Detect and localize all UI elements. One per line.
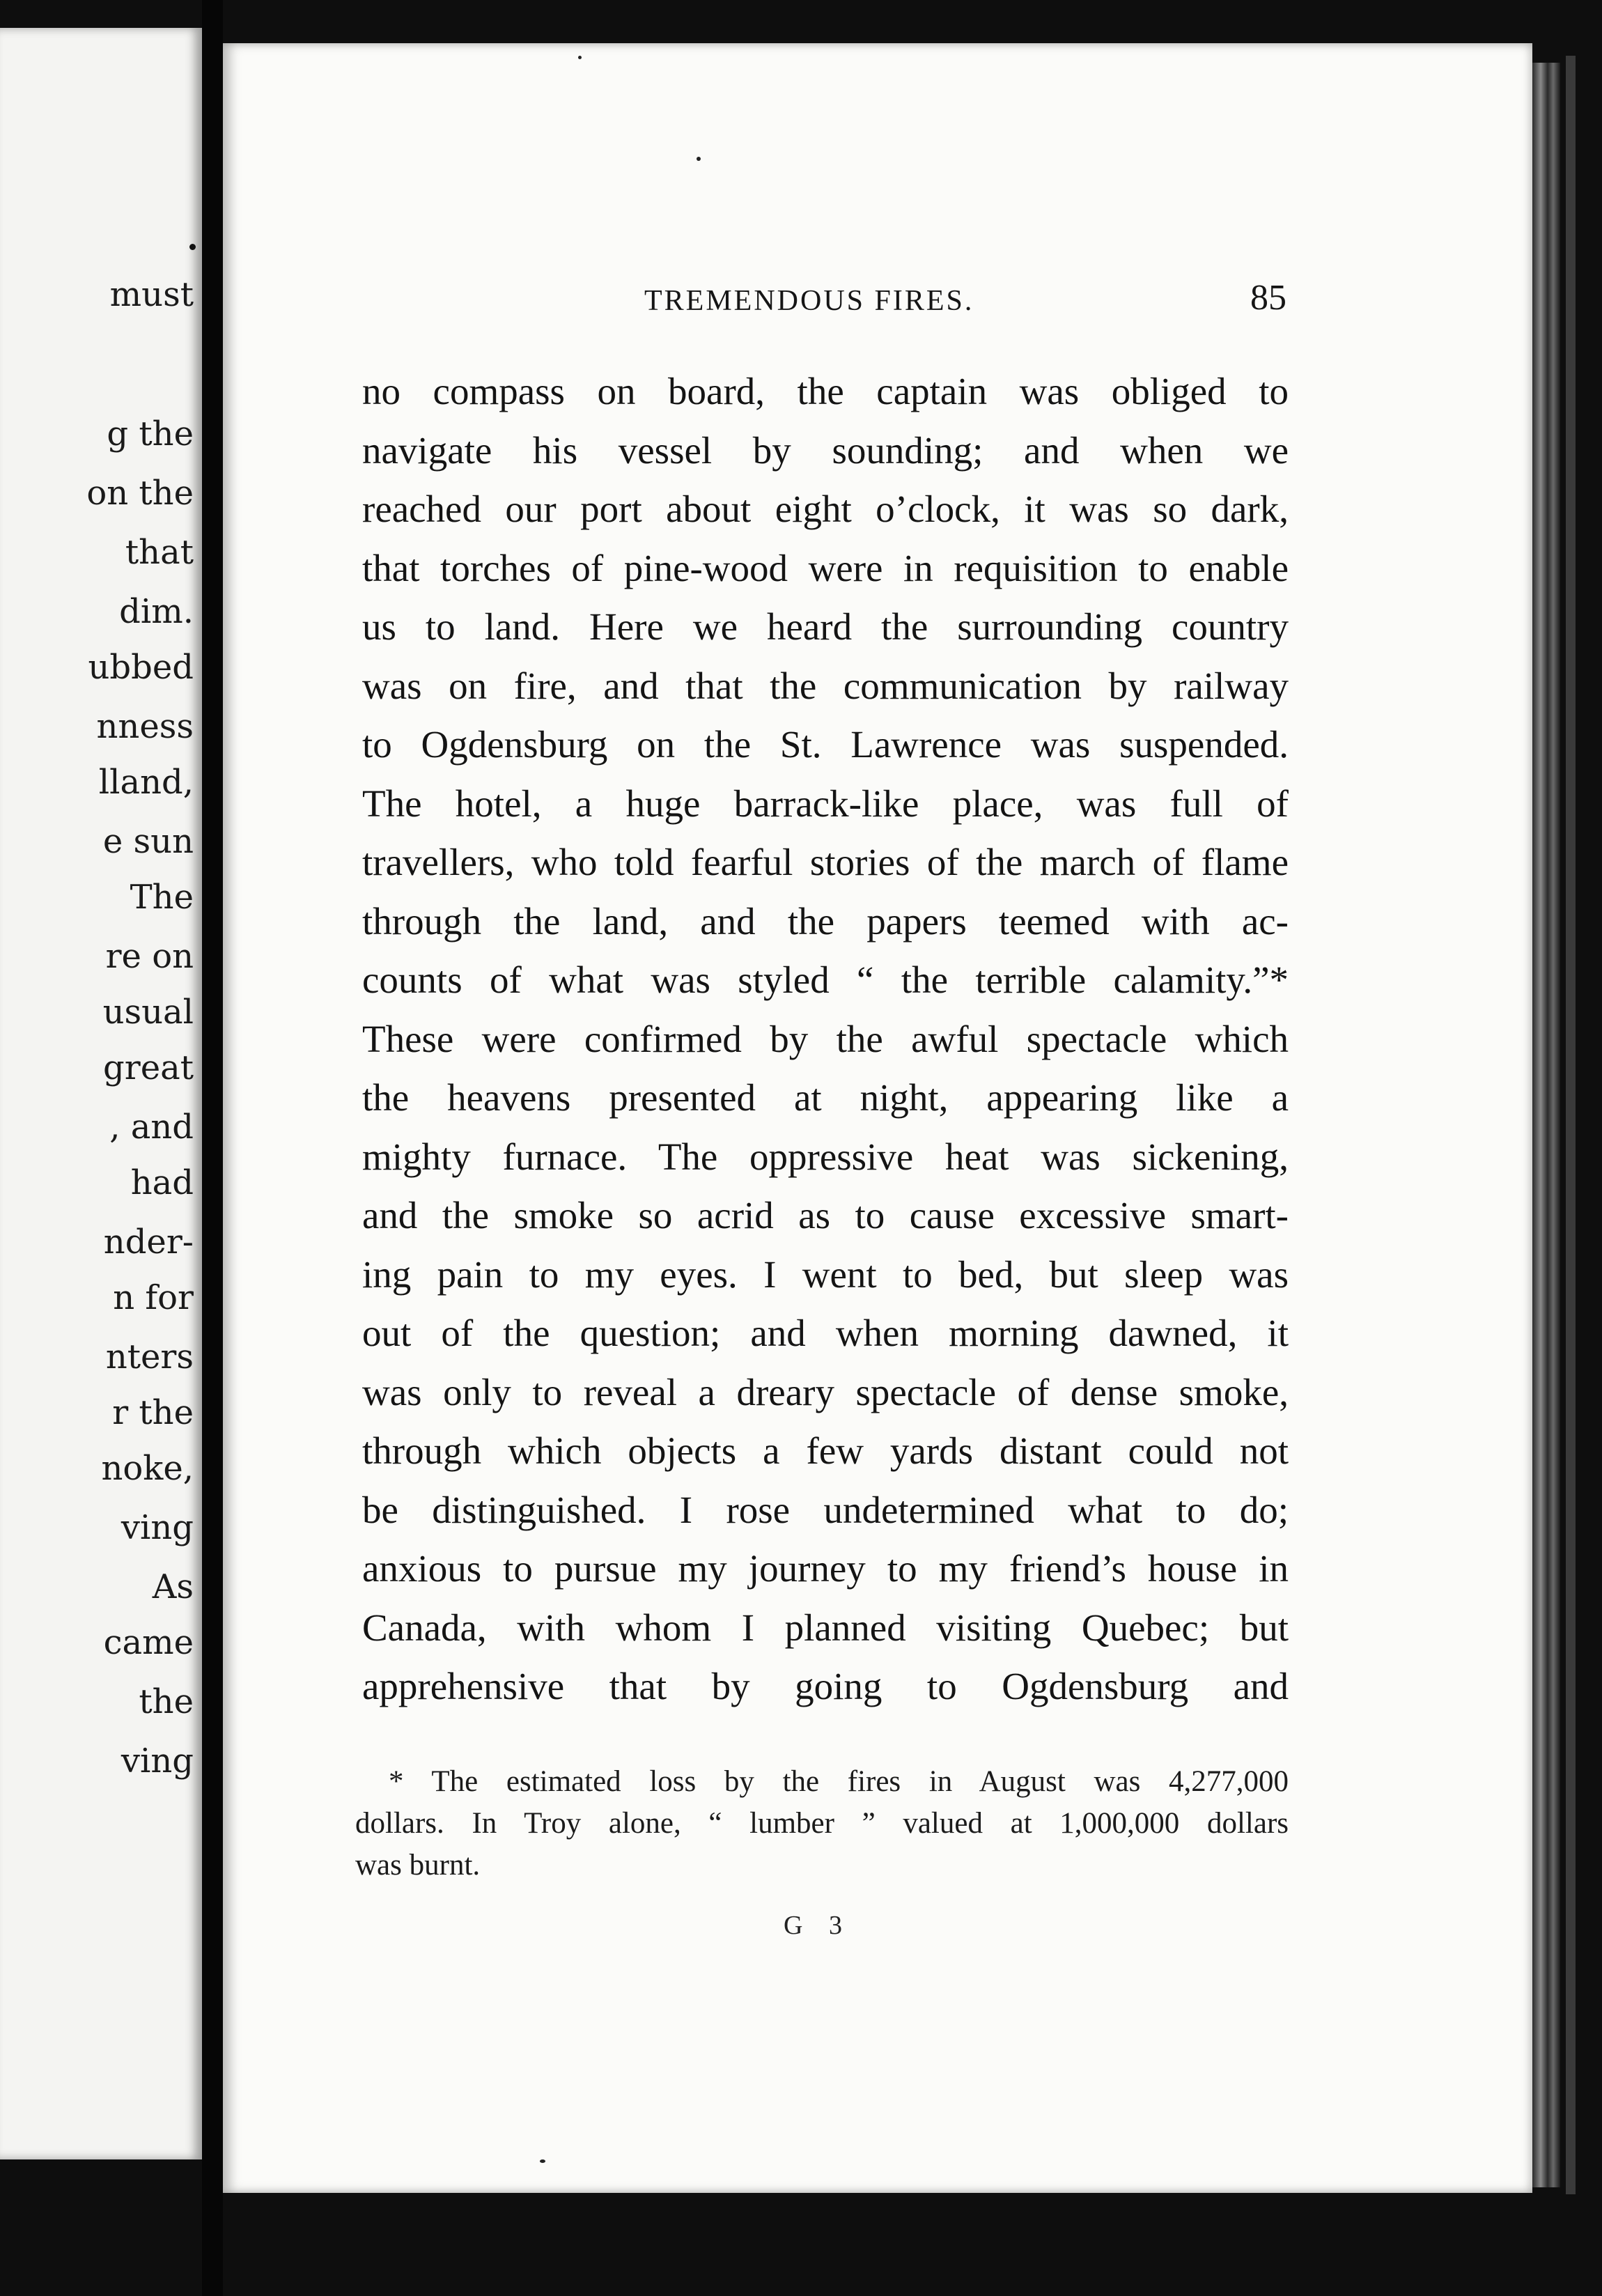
text-line: to Ogdensburg on the St. Lawrence was suspended. bbox=[362, 723, 1289, 766]
text-line: The hotel, a huge barrack-like place, was full of bbox=[362, 782, 1289, 825]
facing-page-text: g the bbox=[107, 414, 194, 453]
text-line: anxious to pursue my journey to my friend’s house in bbox=[362, 1547, 1289, 1590]
ink-speck bbox=[697, 157, 701, 161]
facing-page-text: re on bbox=[105, 937, 194, 976]
facing-page-text: ving bbox=[120, 1508, 194, 1547]
facing-page-text: the bbox=[139, 1682, 194, 1721]
body-text bbox=[362, 362, 1289, 1716]
book-gutter bbox=[202, 0, 223, 2296]
text-line: and the smoke so acrid as to cause excessive smart- bbox=[362, 1194, 1289, 1236]
signature-mark: G 3 bbox=[784, 1911, 852, 1940]
text-line: reached our port about eight o’clock, it was so dark, bbox=[362, 488, 1289, 530]
facing-page-text: r the bbox=[112, 1393, 194, 1432]
text-line: be distinguished. I rose undetermined what to do; bbox=[362, 1488, 1289, 1531]
facing-page-fragment bbox=[0, 28, 202, 2159]
ink-speck bbox=[540, 2159, 545, 2163]
text-line: These were confirmed by the awful spectacle which bbox=[362, 1017, 1289, 1060]
text-line: no compass on board, the captain was obliged to bbox=[362, 370, 1289, 412]
text-line: us to land. Here we heard the surrounding country bbox=[362, 605, 1289, 648]
facing-page-text: , and bbox=[109, 1108, 194, 1147]
facing-page-text: had bbox=[130, 1163, 194, 1202]
facing-page-text: ubbed bbox=[88, 648, 194, 687]
cover-edge bbox=[1566, 56, 1576, 2194]
facing-page-text: nder- bbox=[103, 1223, 194, 1262]
text-line: ing pain to my eyes. I went to bed, but sleep was bbox=[362, 1252, 1289, 1296]
facing-page-text: on the bbox=[86, 474, 194, 513]
ink-speck bbox=[189, 244, 196, 250]
facing-page-text: As bbox=[152, 1567, 194, 1606]
facing-page-text: came bbox=[103, 1623, 194, 1662]
text-line: counts of what was styled “ the terrible calamity.”* bbox=[362, 959, 1289, 1001]
facing-page-text: must bbox=[109, 275, 194, 314]
running-head: TREMENDOUS FIRES. bbox=[644, 285, 974, 317]
footnote bbox=[355, 1761, 1289, 1886]
facing-page-text: usual bbox=[102, 993, 194, 1032]
text-line: out of the question; and when morning dawned, it bbox=[362, 1312, 1289, 1354]
facing-page-text: great bbox=[103, 1048, 194, 1087]
text-line: was only to reveal a dreary spectacle of dense smoke, bbox=[362, 1370, 1289, 1413]
facing-page-text: nters bbox=[105, 1337, 194, 1376]
facing-page-text: ving bbox=[120, 1742, 194, 1781]
text-line: the heavens presented at night, appearing like a bbox=[362, 1076, 1289, 1119]
facing-page-text: n for bbox=[113, 1278, 194, 1317]
footnote-line: dollars. In Troy alone, “ lumber ” valued at 1,000,000 dollars bbox=[355, 1807, 1289, 1840]
text-line: Canada, with whom I planned visiting Quebec; but bbox=[362, 1606, 1289, 1649]
footnote-line: was burnt. bbox=[355, 1849, 481, 1882]
facing-page-text: The bbox=[130, 878, 194, 917]
footnote-line: * The estimated loss by the fires in August was 4,277,000 bbox=[389, 1765, 1289, 1798]
page-edge bbox=[1532, 63, 1560, 2187]
text-line: apprehensive that by going to Ogdensburg and bbox=[362, 1665, 1289, 1707]
text-line: that torches of pine-wood were in requisition to enable bbox=[362, 546, 1289, 589]
facing-page-text: lland, bbox=[98, 763, 194, 802]
text-line: through the land, and the papers teemed with ac- bbox=[362, 899, 1289, 943]
facing-page-text: dim. bbox=[119, 592, 194, 631]
text-line: mighty furnace. The oppressive heat was sickening, bbox=[362, 1135, 1289, 1178]
ink-speck bbox=[578, 56, 582, 59]
facing-page-text: that bbox=[125, 533, 194, 572]
facing-page-text: nness bbox=[96, 707, 194, 746]
facing-page-text: e sun bbox=[102, 822, 194, 861]
text-line: through which objects a few yards distant could not bbox=[362, 1429, 1289, 1472]
text-line: was on fire, and that the communication by railway bbox=[362, 664, 1289, 707]
facing-page-text: noke, bbox=[101, 1449, 194, 1488]
page-number: 85 bbox=[1250, 278, 1286, 318]
text-line: navigate his vessel by sounding; and when we bbox=[362, 428, 1289, 472]
text-line: travellers, who told fearful stories of the march of flame bbox=[362, 841, 1289, 883]
